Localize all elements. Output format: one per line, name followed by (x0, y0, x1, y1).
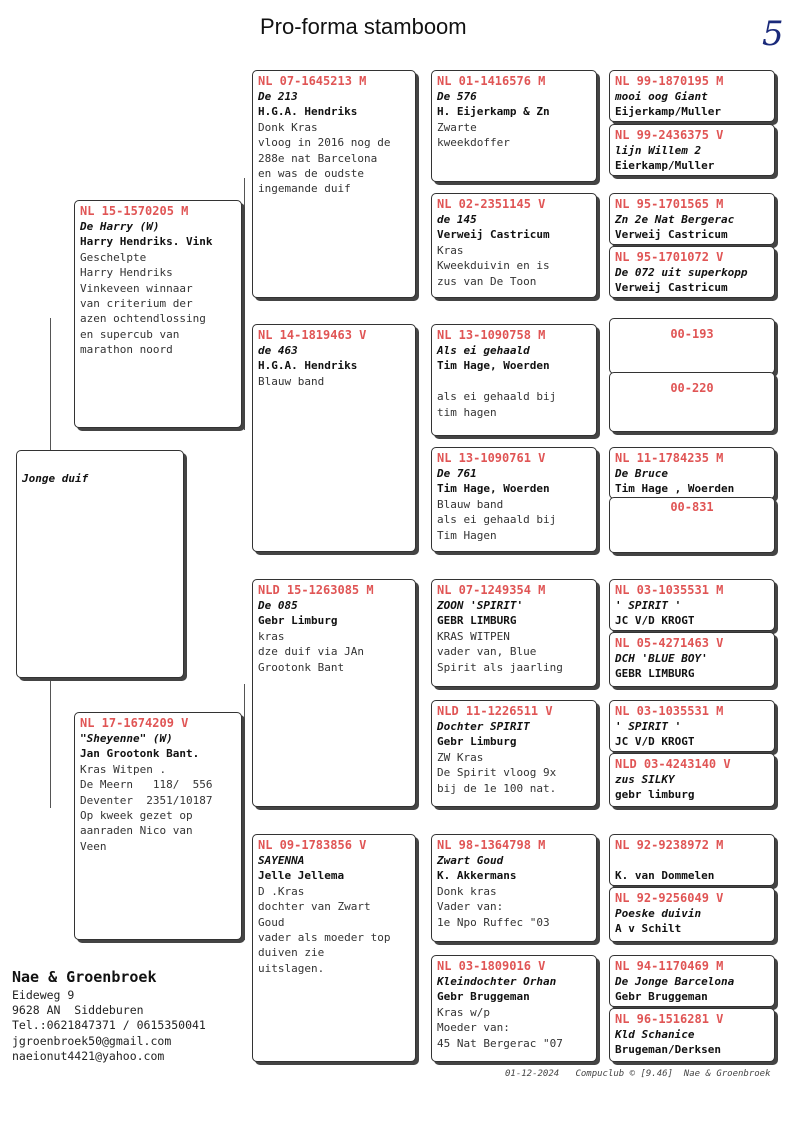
ancestor-card (609, 887, 775, 942)
pedigree-name: De 213 (258, 90, 298, 103)
ancestor-card (609, 579, 775, 631)
pedigree-name: de 145 (437, 213, 477, 226)
breeder-phone: Tel.:0621847371 / 0615350041 (12, 1018, 206, 1033)
pedigree-name: Zwart Goud (437, 854, 504, 867)
grandparent-card (252, 70, 416, 298)
pedigree-name: ZOON 'SPIRIT' (437, 599, 524, 612)
ancestor-card (609, 124, 775, 176)
pedigree-ring: NL 13-1090761 V (437, 451, 546, 465)
great-grandparent-card (431, 193, 597, 298)
dam-card (74, 712, 242, 940)
pedigree-ring: NL 03-1035531 M (615, 583, 724, 597)
pedigree-owner: Gebr Limburg (258, 614, 338, 628)
pedigree-name: ' SPIRIT ' (615, 720, 682, 733)
ancestor-card (609, 1008, 775, 1062)
pedigree-owner: Gebr Bruggeman (437, 990, 530, 1004)
great-grandparent-card (431, 834, 597, 942)
pedigree-ring: NL 11-1784235 M (615, 451, 724, 465)
great-grandparent-card (431, 955, 597, 1062)
pedigree-ring: NL 95-1701072 V (615, 250, 724, 264)
sire-notes: Geschelpte Harry Hendriks Vinkeveen winnaar van criterium der azen ochtendlossing en supercub van marathon noord (80, 250, 206, 357)
pedigree-ring: NL 07-1249354 M (437, 583, 546, 597)
pedigree-owner: K. van Dommelen (615, 869, 715, 882)
pedigree-owner: Verweij Castricum (437, 228, 550, 242)
pedigree-ring: NL 01-1416576 M (437, 74, 546, 88)
pedigree-owner: K. Akkermans (437, 869, 517, 883)
page-number: 5 (762, 14, 784, 54)
subject-name: Jonge duif (22, 472, 89, 485)
grandparent-card (252, 324, 416, 552)
pedigree-owner: A v Schilt (615, 922, 682, 936)
ancestor-card (609, 497, 775, 553)
pedigree-owner: Verweij Castricum (615, 228, 728, 242)
pedigree-notes: kras dze duif via JAn Grootonk Bant (258, 629, 364, 674)
pedigree-ring: NL 03-1809016 V (437, 959, 546, 973)
pedigree-notes: Blauw band als ei gehaald bij Tim Hagen (437, 497, 557, 542)
pedigree-notes: Blauw band (258, 374, 325, 388)
pedigree-owner: Verweij Castricum (615, 281, 728, 295)
sire-ring: NL 15-1570205 M (80, 204, 189, 218)
pedigree-owner: GEBR LIMBURG (615, 667, 695, 681)
breeder-street: Eideweg 9 (12, 988, 75, 1002)
pedigree-ring: NL 02-2351145 V (437, 197, 546, 211)
dam-name: "Sheyenne" (W) (80, 732, 173, 745)
sire-name: De Harry (W) (80, 220, 160, 233)
pedigree-name: Dochter SPIRIT (437, 720, 530, 733)
great-grandparent-card (431, 579, 597, 687)
great-grandparent-card (431, 700, 597, 807)
ancestor-card (609, 834, 775, 886)
pedigree-owner: Tim Hage, Woerden (437, 359, 550, 373)
pedigree-name: de 463 (258, 344, 298, 357)
pedigree-name: Poeske duivin (615, 907, 702, 920)
pedigree-ring: NL 94-1170469 M (615, 959, 724, 973)
grandparent-card (252, 834, 416, 1062)
breeder-name: Nae & Groenbroek (12, 968, 157, 986)
dam-owner: Jan Grootonk Bant. (80, 747, 200, 761)
pedigree-name: lijn Willem 2 (615, 144, 702, 157)
pedigree-name: Als ei gehaald (437, 344, 530, 357)
breeder-city: 9628 AN Siddeburen (12, 1003, 144, 1018)
pedigree-notes: Kras Kweekduivin en is zus van De Toon (437, 243, 550, 288)
ancestor-card (609, 632, 775, 687)
pedigree-owner: Tim Hage , Woerden (615, 482, 735, 496)
pedigree-owner: JC V/D KROGT (615, 735, 695, 749)
pedigree-name: De Jonge Barcelona (615, 975, 735, 988)
sire-card (74, 200, 242, 428)
pedigree-name: SAYENNA (258, 854, 305, 867)
pedigree-owner: Brugeman/Derksen (615, 1043, 721, 1057)
pedigree-ring: NLD 03-4243140 V (615, 757, 731, 771)
pedigree-ring: 00-831 (670, 500, 714, 514)
pedigree-name: De 085 (258, 599, 298, 612)
pedigree-ring: NL 99-2436375 V (615, 128, 724, 142)
pedigree-owner: Gebr Bruggeman (615, 990, 708, 1004)
pedigree-notes: D .Kras dochter van Zwart Goud vader als moeder top duiven zie uitslagen. (258, 884, 391, 975)
ancestor-card (609, 70, 775, 122)
pedigree-name: ' SPIRIT ' (615, 599, 682, 612)
breeder-info (12, 966, 206, 1064)
sire-owner: Harry Hendriks. Vink (80, 235, 213, 249)
ancestor-card (609, 193, 775, 245)
pedigree-notes: als ei gehaald bij tim hagen (437, 390, 557, 419)
ancestor-card (609, 447, 775, 499)
pedigree-owner: H.G.A. Hendriks (258, 359, 358, 373)
breeder-email: naeionut4421@yahoo.com (12, 1048, 165, 1063)
pedigree-ring: NL 92-9256049 V (615, 891, 724, 905)
pedigree-ring: NL 96-1516281 V (615, 1012, 724, 1026)
pedigree-owner: Jelle Jellema (258, 869, 345, 883)
ancestor-card (609, 700, 775, 752)
subject-card (16, 450, 184, 678)
ancestor-card (609, 318, 775, 374)
pedigree-ring: NLD 11-1226511 V (437, 704, 553, 718)
page-title: Pro-forma stamboom (260, 14, 467, 39)
pedigree-ring: 00-220 (670, 381, 714, 395)
ancestor-card (609, 753, 775, 807)
pedigree-ring: NL 92-9238972 M (615, 838, 724, 852)
great-grandparent-card (431, 70, 597, 182)
grandparent-card (252, 579, 416, 807)
pedigree-name: DCH 'BLUE BOY' (615, 652, 708, 665)
dam-ring: NL 17-1674209 V (80, 716, 189, 730)
pedigree-ring: NL 14-1819463 V (258, 328, 367, 342)
pedigree-name: De Bruce (615, 467, 668, 480)
pedigree-name: Zn 2e Nat Bergerac (615, 213, 735, 226)
pedigree-ring: NL 99-1870195 M (615, 74, 724, 88)
pedigree-name: Kleindochter Orhan (437, 975, 557, 988)
pedigree-notes: Zwarte kweekdoffer (437, 120, 510, 150)
pedigree-owner: Eijerkamp/Muller (615, 105, 721, 119)
pedigree-ring: NL 13-1090758 M (437, 328, 546, 342)
pedigree-owner: Tim Hage, Woerden (437, 482, 550, 496)
pedigree-owner: JC V/D KROGT (615, 614, 695, 628)
pedigree-owner: H. Eijerkamp & Zn (437, 105, 550, 119)
ancestor-card (609, 372, 775, 432)
pedigree-notes: Donk Kras vloog in 2016 nog de 288e nat Barcelona en was de oudste ingemande duif (258, 120, 391, 196)
great-grandparent-card (431, 324, 597, 436)
pedigree-ring: NL 03-1035531 M (615, 704, 724, 718)
great-grandparent-card (431, 447, 597, 552)
pedigree-name: De 576 (437, 90, 477, 103)
pedigree-notes: Kras w/p Moeder van: 45 Nat Bergerac "07 (437, 1005, 563, 1050)
pedigree-notes: ZW Kras De Spirit vloog 9x bij de 1e 100 nat. (437, 750, 557, 795)
pedigree-owner: gebr limburg (615, 788, 695, 802)
breeder-email: jgroenbroek50@gmail.com (12, 1033, 172, 1048)
dam-notes: Kras Witpen . De Meern 118/ 556 Deventer 2351/10187 Op kweek gezet op aanraden Nico van Veen (80, 762, 213, 853)
pedigree-ring: NL 07-1645213 M (258, 74, 367, 88)
pedigree-name: zus SILKY (615, 773, 675, 786)
connector-line (244, 178, 245, 430)
pedigree-owner: GEBR LIMBURG (437, 614, 517, 628)
pedigree-ring: NL 09-1783856 V (258, 838, 367, 852)
pedigree-name (615, 853, 769, 868)
pedigree-name: Kld Schanice (615, 1028, 695, 1041)
ancestor-card (609, 246, 775, 298)
pedigree-name: De 761 (437, 467, 477, 480)
ancestor-card (609, 955, 775, 1007)
pedigree-owner: Gebr Limburg (437, 735, 517, 749)
software-credit: 01-12-2024 Compuclub © [9.46] Nae & Groenbroek (505, 1069, 771, 1079)
pedigree-ring: NLD 15-1263085 M (258, 583, 374, 597)
pedigree-notes: KRAS WITPEN vader van, Blue Spirit als jaarling (437, 629, 563, 674)
pedigree-ring: NL 95-1701565 M (615, 197, 724, 211)
pedigree-ring: NL 05-4271463 V (615, 636, 724, 650)
pedigree-name: De 072 uit superkopp (615, 266, 748, 279)
pedigree-owner: H.G.A. Hendriks (258, 105, 358, 119)
pedigree-notes: Donk kras Vader van: 1e Npo Ruffec "03 (437, 884, 550, 929)
pedigree-owner: Eierkamp/Muller (615, 159, 715, 173)
pedigree-ring: 00-193 (670, 327, 714, 341)
pedigree-name: mooi oog Giant (615, 90, 708, 103)
connector-line (244, 684, 245, 940)
pedigree-ring: NL 98-1364798 M (437, 838, 546, 852)
